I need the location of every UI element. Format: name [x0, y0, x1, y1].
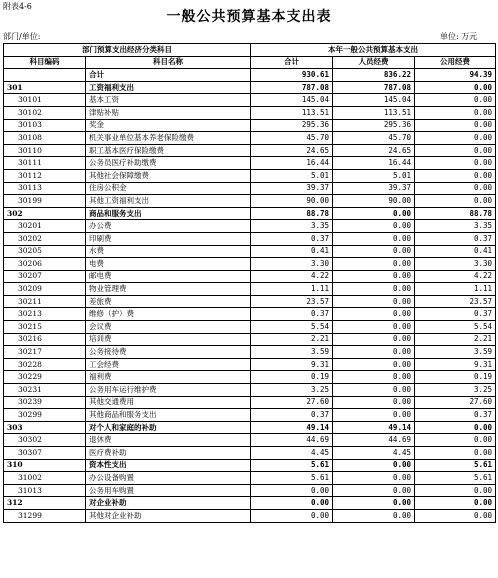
cell-code: 31299: [4, 509, 86, 522]
table-row: [4, 270, 496, 283]
cell-personnel: 0.00: [333, 333, 415, 346]
cell-name: 工资福利支出: [86, 81, 251, 94]
cell-personnel: 113.51: [333, 106, 415, 119]
cell-total: 27.60: [251, 396, 333, 409]
cell-public: 0.00: [415, 434, 496, 447]
cell-total: 45.70: [251, 132, 333, 145]
cell-name: 公务用车购置: [86, 484, 251, 497]
cell-total: 23.57: [251, 295, 333, 308]
cell-personnel: 24.65: [333, 144, 415, 157]
cell-public: 0.00: [415, 169, 496, 182]
cell-personnel: 45.70: [333, 132, 415, 145]
cell-public: 0.19: [415, 371, 496, 384]
cell-public: 0.37: [415, 308, 496, 321]
cell-name: 基本工资: [86, 94, 251, 107]
cell-name: 水费: [86, 245, 251, 258]
column-header-code: 科目编码: [4, 56, 86, 69]
cell-name: 印刷费: [86, 232, 251, 245]
cell-name: 津贴补贴: [86, 106, 251, 119]
cell-total: 44.69: [251, 434, 333, 447]
table-row: [4, 421, 496, 434]
cell-code: 301: [4, 81, 86, 94]
table-row: [4, 434, 496, 447]
cell-name: 培训费: [86, 333, 251, 346]
cell-public: 88.78: [415, 207, 496, 220]
cell-code: 30217: [4, 346, 86, 359]
cell-total: 0.41: [251, 245, 333, 258]
cell-name: 公务用车运行维护费: [86, 384, 251, 397]
cell-total: 5.01: [251, 169, 333, 182]
cell-total: 0.37: [251, 409, 333, 422]
cell-name: 工会经费: [86, 358, 251, 371]
cell-total: 88.78: [251, 207, 333, 220]
cell-code: 30299: [4, 409, 86, 422]
cell-code: 30215: [4, 321, 86, 334]
cell-personnel: 0.00: [333, 321, 415, 334]
cell-public: 0.00: [415, 81, 496, 94]
cell-total: 39.37: [251, 182, 333, 195]
cell-public: 0.00: [415, 484, 496, 497]
cell-code: 31013: [4, 484, 86, 497]
table-row: [4, 207, 496, 220]
cell-name: 合计: [86, 69, 251, 82]
cell-total: 16.44: [251, 157, 333, 170]
cell-total: 0.00: [251, 509, 333, 522]
budget-table: [3, 43, 496, 523]
cell-code: 30205: [4, 245, 86, 258]
cell-public: 0.00: [415, 195, 496, 208]
cell-personnel: 16.44: [333, 157, 415, 170]
cell-personnel: 0.00: [333, 232, 415, 245]
cell-code: 30207: [4, 270, 86, 283]
table-row: [4, 308, 496, 321]
table-row: [4, 245, 496, 258]
cell-public: 0.37: [415, 409, 496, 422]
cell-name: 其他工资福利支出: [86, 195, 251, 208]
cell-public: 9.31: [415, 358, 496, 371]
cell-name: 其他社会保障缴费: [86, 169, 251, 182]
cell-public: 1.11: [415, 283, 496, 296]
cell-total: 0.19: [251, 371, 333, 384]
cell-code: 30101: [4, 94, 86, 107]
page-title: 一般公共预算基本支出表: [166, 9, 332, 25]
cell-total: 5.54: [251, 321, 333, 334]
cell-public: 3.25: [415, 384, 496, 397]
cell-public: 0.00: [415, 144, 496, 157]
cell-name: 电费: [86, 258, 251, 271]
cell-name: 机关事业单位基本养老保险缴费: [86, 132, 251, 145]
cell-public: 4.22: [415, 270, 496, 283]
table-row: [4, 232, 496, 245]
cell-personnel: 0.00: [333, 346, 415, 359]
cell-name: 其他对企业补助: [86, 509, 251, 522]
cell-code: 30102: [4, 106, 86, 119]
cell-total: 9.31: [251, 358, 333, 371]
cell-name: 会议费: [86, 321, 251, 334]
cell-personnel: 49.14: [333, 421, 415, 434]
cell-code: 310: [4, 459, 86, 472]
cell-total: 295.36: [251, 119, 333, 132]
cell-personnel: 0.00: [333, 270, 415, 283]
cell-personnel: 0.00: [333, 220, 415, 233]
cell-personnel: 295.36: [333, 119, 415, 132]
cell-personnel: 836.22: [333, 69, 415, 82]
cell-public: 0.00: [415, 509, 496, 522]
cell-public: 0.00: [415, 182, 496, 195]
cell-code: [4, 69, 86, 82]
cell-name: 维修（护）费: [86, 308, 251, 321]
cell-public: 3.30: [415, 258, 496, 271]
cell-total: 0.00: [251, 497, 333, 510]
cell-personnel: 0.00: [333, 358, 415, 371]
cell-total: 3.59: [251, 346, 333, 359]
cell-personnel: 39.37: [333, 182, 415, 195]
cell-public: 0.37: [415, 232, 496, 245]
cell-code: 30110: [4, 144, 86, 157]
cell-total: 90.00: [251, 195, 333, 208]
cell-name: 福利费: [86, 371, 251, 384]
cell-total: 5.61: [251, 472, 333, 485]
cell-code: 30228: [4, 358, 86, 371]
cell-code: 30201: [4, 220, 86, 233]
cell-code: 302: [4, 207, 86, 220]
cell-code: 30211: [4, 295, 86, 308]
cell-total: 4.22: [251, 270, 333, 283]
cell-personnel: 0.00: [333, 396, 415, 409]
table-row: [4, 358, 496, 371]
cell-total: 2.21: [251, 333, 333, 346]
cell-personnel: 0.00: [333, 308, 415, 321]
cell-personnel: 5.01: [333, 169, 415, 182]
table-row: [4, 396, 496, 409]
cell-public: 0.00: [415, 421, 496, 434]
cell-total: 3.25: [251, 384, 333, 397]
column-header-name: 科目名称: [86, 56, 251, 69]
cell-total: 5.61: [251, 459, 333, 472]
cell-name: 对企业补助: [86, 497, 251, 510]
table-body: [4, 69, 496, 522]
cell-code: 30229: [4, 371, 86, 384]
table-note: 附表4-6: [3, 2, 32, 11]
table-row: [4, 509, 496, 522]
cell-public: 5.54: [415, 321, 496, 334]
table-row: [4, 119, 496, 132]
cell-public: 27.60: [415, 396, 496, 409]
table-row: [4, 371, 496, 384]
column-header-personnel: 人员经费: [333, 56, 415, 69]
cell-personnel: 0.00: [333, 245, 415, 258]
cell-total: 3.30: [251, 258, 333, 271]
cell-code: 30216: [4, 333, 86, 346]
cell-personnel: 0.00: [333, 484, 415, 497]
cell-code: 30302: [4, 434, 86, 447]
cell-total: 0.00: [251, 484, 333, 497]
cell-total: 4.45: [251, 447, 333, 460]
cell-code: 30108: [4, 132, 86, 145]
cell-code: 30209: [4, 283, 86, 296]
cell-public: 0.41: [415, 245, 496, 258]
cell-public: 94.39: [415, 69, 496, 82]
cell-public: 0.00: [415, 106, 496, 119]
table-row: [4, 94, 496, 107]
table-row: [4, 106, 496, 119]
cell-personnel: 0.00: [333, 207, 415, 220]
cell-code: 31002: [4, 472, 86, 485]
cell-code: 30111: [4, 157, 86, 170]
table-row: [4, 283, 496, 296]
cell-personnel: 0.00: [333, 371, 415, 384]
cell-personnel: 44.69: [333, 434, 415, 447]
cell-personnel: 0.00: [333, 295, 415, 308]
cell-code: 30112: [4, 169, 86, 182]
cell-public: 0.00: [415, 119, 496, 132]
cell-name: 对个人和家庭的补助: [86, 421, 251, 434]
cell-code: 30103: [4, 119, 86, 132]
table-row: [4, 258, 496, 271]
table-row: [4, 69, 496, 82]
cell-name: 公务接待费: [86, 346, 251, 359]
cell-code: 30113: [4, 182, 86, 195]
table-row: [4, 220, 496, 233]
column-header-total: 合计: [251, 56, 333, 69]
cell-total: 787.08: [251, 81, 333, 94]
cell-name: 公务员医疗补助缴费: [86, 157, 251, 170]
cell-name: 其他商品和服务支出: [86, 409, 251, 422]
cell-code: 312: [4, 497, 86, 510]
cell-public: 0.00: [415, 157, 496, 170]
table-row: [4, 472, 496, 485]
table-row: [4, 459, 496, 472]
table-row: [4, 195, 496, 208]
table-row: [4, 333, 496, 346]
cell-public: 23.57: [415, 295, 496, 308]
cell-personnel: 90.00: [333, 195, 415, 208]
table-row: [4, 484, 496, 497]
cell-personnel: 0.00: [333, 509, 415, 522]
cell-total: 0.37: [251, 232, 333, 245]
cell-total: 1.11: [251, 283, 333, 296]
table-row: [4, 81, 496, 94]
cell-total: 3.35: [251, 220, 333, 233]
cell-personnel: 0.00: [333, 283, 415, 296]
cell-personnel: 0.00: [333, 409, 415, 422]
cell-name: 物业管理费: [86, 283, 251, 296]
table-row: [4, 346, 496, 359]
cell-public: 0.00: [415, 447, 496, 460]
cell-name: 邮电费: [86, 270, 251, 283]
cell-personnel: 0.00: [333, 384, 415, 397]
cell-code: 30202: [4, 232, 86, 245]
table-row: [4, 497, 496, 510]
cell-code: 303: [4, 421, 86, 434]
cell-personnel: 4.45: [333, 447, 415, 460]
cell-name: 住房公积金: [86, 182, 251, 195]
cell-personnel: 787.08: [333, 81, 415, 94]
cell-code: 30213: [4, 308, 86, 321]
cell-total: 49.14: [251, 421, 333, 434]
cell-name: 其他交通费用: [86, 396, 251, 409]
cell-personnel: 0.00: [333, 459, 415, 472]
cell-total: 24.65: [251, 144, 333, 157]
table-row: [4, 384, 496, 397]
cell-public: 0.00: [415, 94, 496, 107]
table-row: [4, 132, 496, 145]
unit-label: 单位: 万元: [440, 32, 478, 41]
cell-total: 930.61: [251, 69, 333, 82]
cell-code: 30206: [4, 258, 86, 271]
table-row: [4, 295, 496, 308]
cell-public: 5.61: [415, 459, 496, 472]
cell-personnel: 0.00: [333, 472, 415, 485]
cell-name: 奖金: [86, 119, 251, 132]
cell-name: 办公费: [86, 220, 251, 233]
cell-code: 30231: [4, 384, 86, 397]
cell-code: 30307: [4, 447, 86, 460]
table-row: [4, 182, 496, 195]
cell-code: 30239: [4, 396, 86, 409]
cell-code: 30199: [4, 195, 86, 208]
cell-public: 3.59: [415, 346, 496, 359]
cell-name: 资本性支出: [86, 459, 251, 472]
cell-personnel: 0.00: [333, 258, 415, 271]
table-row: [4, 169, 496, 182]
cell-name: 医疗费补助: [86, 447, 251, 460]
cell-public: 3.35: [415, 220, 496, 233]
column-header-public: 公用经费: [415, 56, 496, 69]
cell-personnel: 0.00: [333, 497, 415, 510]
table-row: [4, 157, 496, 170]
table-row: [4, 409, 496, 422]
cell-public: 5.61: [415, 472, 496, 485]
cell-total: 0.37: [251, 308, 333, 321]
table-row: [4, 144, 496, 157]
cell-name: 退休费: [86, 434, 251, 447]
cell-public: 2.21: [415, 333, 496, 346]
cell-name: 商品和服务支出: [86, 207, 251, 220]
department-label: 部门/单位:: [3, 32, 41, 41]
cell-total: 145.04: [251, 94, 333, 107]
table-row: [4, 321, 496, 334]
cell-name: 差旅费: [86, 295, 251, 308]
cell-personnel: 145.04: [333, 94, 415, 107]
cell-name: 职工基本医疗保险缴费: [86, 144, 251, 157]
group-header-basic-expenditure: 本年一般公共预算基本支出: [251, 44, 496, 57]
group-header-economic-class: 部门预算支出经济分类科目: [4, 44, 251, 57]
cell-public: 0.00: [415, 132, 496, 145]
cell-name: 办公设备购置: [86, 472, 251, 485]
table-row: [4, 447, 496, 460]
cell-public: 0.00: [415, 497, 496, 510]
cell-total: 113.51: [251, 106, 333, 119]
